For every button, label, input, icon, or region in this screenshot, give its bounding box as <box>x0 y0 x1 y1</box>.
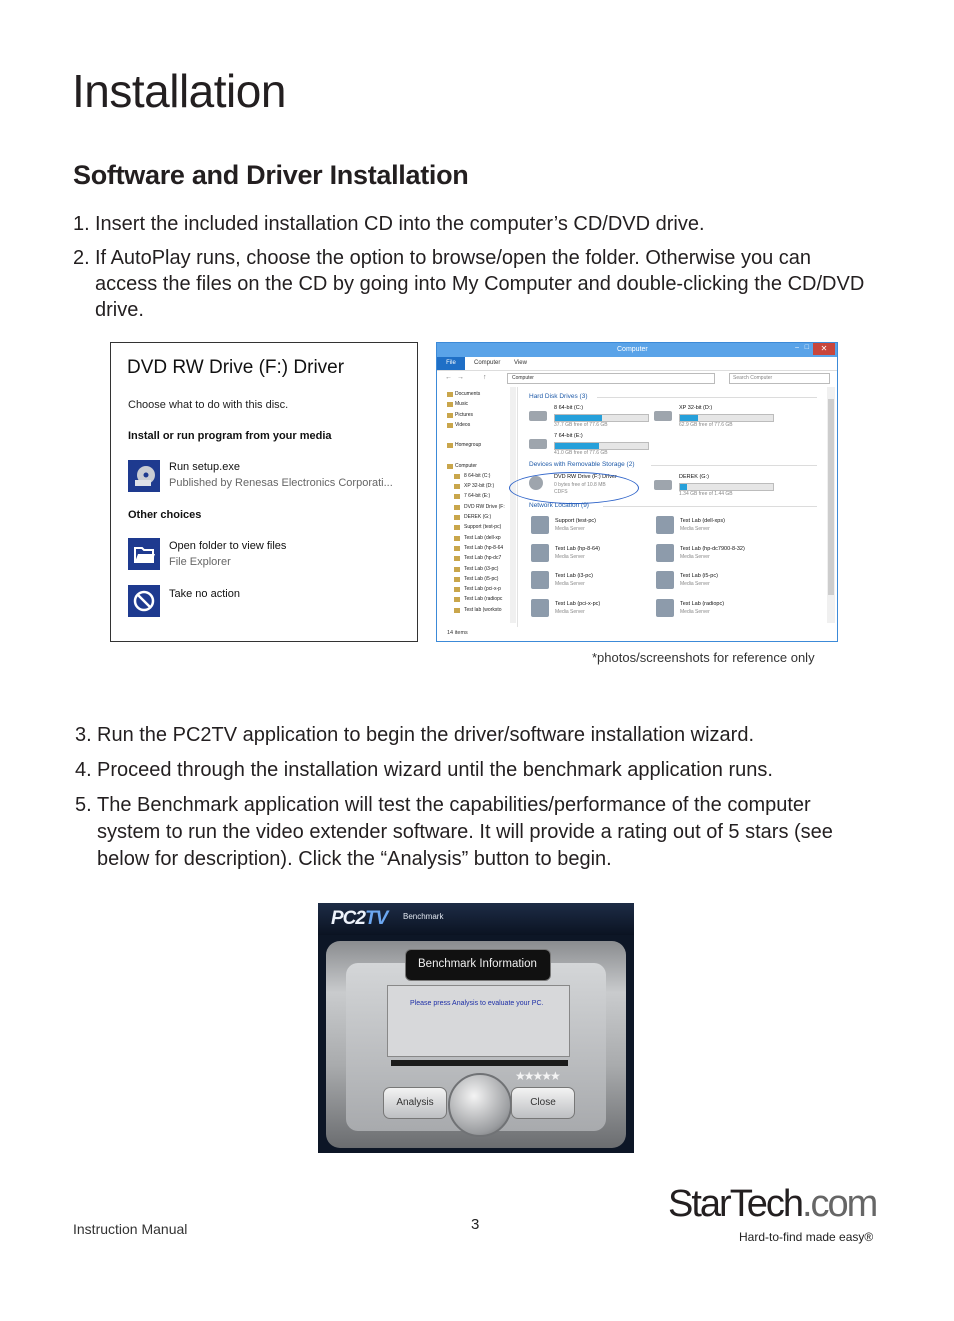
nav-item-icon <box>454 536 460 541</box>
drive-free: 37.7 GB free of 77.6 GB <box>554 422 608 428</box>
benchmark-header-bar <box>318 903 634 935</box>
nav-item[interactable]: Test Lab (i5-pc) <box>464 575 499 582</box>
network-location[interactable] <box>656 544 776 568</box>
drive-name: 8 64-bit (C:) <box>554 405 584 411</box>
network-name: Support (test-pc) <box>555 518 596 524</box>
network-name: Test Lab (dell-xps) <box>680 518 725 524</box>
nav-item-icon <box>447 423 453 428</box>
network-location[interactable] <box>656 571 776 595</box>
network-location[interactable] <box>656 599 776 623</box>
nav-item[interactable]: Documents <box>455 391 481 397</box>
network-name: Test Lab (hp-8-64) <box>555 545 600 552</box>
drive-free: 62.9 GB free of 77.6 GB <box>679 422 733 428</box>
capacity-fill <box>680 484 687 490</box>
benchmark-info-heading: Benchmark Information <box>405 949 551 981</box>
step-text: Proceed through the installation wizard until the benchmark application runs. <box>97 759 773 781</box>
benchmark-message: Please press Analysis to evaluate your PC. <box>410 1000 544 1007</box>
group-divider <box>597 397 817 398</box>
search-input[interactable]: Search Computer <box>729 373 830 384</box>
tab-computer[interactable]: Computer <box>474 360 501 366</box>
nav-item[interactable]: Test Lab (i3-pc) <box>464 565 499 572</box>
nav-item[interactable]: Test Lab (pci-x-p <box>464 586 501 593</box>
pc2tv-logo: PC2TV <box>331 908 388 929</box>
address-bar[interactable]: Computer <box>507 373 715 384</box>
group-hard-disk[interactable]: Hard Disk Drives (3) <box>529 393 588 400</box>
step-text: If AutoPlay runs, choose the option to browse/open the folder. Otherwise you can access the files on the CD by going into My Computer and double-clicking the CD/DVD drive. <box>95 247 865 321</box>
drive-icon <box>529 411 547 421</box>
group-network[interactable]: Network Location (9) <box>529 502 589 509</box>
network-location[interactable] <box>531 516 651 540</box>
step-1 <box>73 211 873 237</box>
autoplay-dialog <box>110 342 418 642</box>
folder-icon <box>128 538 160 570</box>
network-type: Media Server <box>555 608 585 615</box>
analysis-button[interactable]: Analysis <box>383 1087 447 1119</box>
close-icon[interactable]: ✕ <box>813 343 835 355</box>
drive-free: 0 bytes free of 10.8 MB <box>554 482 606 488</box>
capacity-fill <box>555 415 602 421</box>
network-type: Media Server <box>555 553 585 560</box>
autoplay-title: DVD RW Drive (F:) Driver <box>127 357 345 378</box>
dvd-highlight-circle <box>509 472 639 504</box>
network-name: Test Lab (i5-pc) <box>680 573 718 579</box>
capacity-bar <box>554 442 649 450</box>
drive-name: DVD RW Drive (F:) Driver <box>554 474 617 480</box>
nav-item[interactable]: Pictures <box>455 411 474 418</box>
network-type: Media Server <box>555 526 585 532</box>
forward-icon[interactable]: → <box>457 374 464 381</box>
nav-item[interactable]: Test Lab (hp-dc7 <box>464 555 502 562</box>
capacity-bar <box>679 414 774 422</box>
server-icon <box>531 571 549 589</box>
drive-name: 7 64-bit (E:) <box>554 433 583 439</box>
network-name: Test Lab (pci-x-pc) <box>555 600 601 607</box>
network-type: Media Server <box>680 553 710 560</box>
server-icon <box>656 516 674 534</box>
drive-g[interactable] <box>654 474 774 500</box>
publisher-text: Published by Renesas Electronics Corporati... <box>169 477 393 489</box>
page-number: 3 <box>471 1216 480 1233</box>
step-text: Run the PC2TV application to begin the driver/software installation wizard. <box>97 724 755 746</box>
scrollbar-thumb[interactable] <box>828 399 834 595</box>
other-choices-heading: Other choices <box>128 509 202 521</box>
drive-name: XP 32-bit (D:) <box>679 405 713 411</box>
logo-tagline: Hard-to-find made easy® <box>739 1230 874 1244</box>
network-type: Media Server <box>555 581 585 587</box>
progress-bar <box>391 1060 568 1066</box>
nav-item-icon <box>454 587 460 592</box>
tab-view[interactable]: View <box>514 360 527 366</box>
network-location[interactable] <box>531 544 651 568</box>
nav-item-icon <box>454 484 460 489</box>
nav-item[interactable]: Homegroup <box>455 442 482 449</box>
step-text: The Benchmark application will test the capabilities/performance of the computer system to run the video extender software. It will provide a rating out of 5 stars (see below for description). Click the “Analysis” button to begin. <box>97 794 833 870</box>
run-setup-option[interactable]: Run setup.exe <box>169 461 240 473</box>
reference-caption: *photos/screenshots for reference only <box>592 650 815 665</box>
nav-item-icon <box>454 577 460 582</box>
drive-free: 41.0 GB free of 77.6 GB <box>554 450 608 456</box>
network-type: Media Server <box>680 526 710 532</box>
minimize-icon[interactable]: – <box>795 344 799 351</box>
network-type: Media Server <box>680 608 710 615</box>
nav-item-icon <box>447 443 453 448</box>
nav-item[interactable]: XP 32-bit (D:) <box>464 483 495 490</box>
close-button[interactable]: Close <box>511 1087 575 1119</box>
network-location[interactable] <box>531 571 651 595</box>
status-bar: 14 items <box>447 630 468 636</box>
navigation-pane <box>437 387 513 625</box>
nav-item[interactable]: DEREK (G:) <box>464 514 492 520</box>
nav-item-icon <box>454 494 460 499</box>
network-name: Test Lab (i3-pc) <box>555 573 593 579</box>
server-icon <box>656 571 674 589</box>
nav-item[interactable]: Test Lab (hp-8-64 <box>464 544 504 551</box>
nav-item[interactable]: Test Lab (dell-xp <box>464 534 501 541</box>
drive-icon <box>529 439 547 449</box>
group-removable[interactable]: Devices with Removable Storage (2) <box>529 461 635 468</box>
no-action-icon <box>128 585 160 617</box>
nav-item[interactable]: Music <box>455 401 469 408</box>
nav-item-icon <box>454 505 460 510</box>
network-name: Test Lab (radiopc) <box>680 600 725 607</box>
step-3 <box>75 722 875 748</box>
nav-item[interactable]: Test lab (worksto <box>464 606 502 613</box>
nav-item-icon <box>447 402 453 407</box>
nav-item-icon <box>454 474 460 479</box>
nav-item-icon <box>454 546 460 551</box>
nav-item-icon <box>447 413 453 418</box>
page-title: Installation <box>72 65 286 117</box>
startech-logo: StarTech.com <box>668 1183 877 1225</box>
step-text: Insert the included installation CD into the computer’s CD/DVD drive. <box>95 213 705 235</box>
nav-item-icon <box>454 515 460 520</box>
take-no-action-option[interactable]: Take no action <box>169 588 240 600</box>
disc-setup-icon <box>128 460 160 492</box>
step-number: 2. <box>73 247 90 269</box>
nav-item[interactable]: DVD RW Drive (F: <box>464 503 505 510</box>
drive-e[interactable] <box>529 433 649 459</box>
drive-filesystem: CDFS <box>554 489 568 495</box>
open-folder-option[interactable]: Open folder to view files <box>169 540 287 552</box>
nav-scrollbar[interactable] <box>510 387 516 623</box>
nav-item-icon <box>454 597 460 602</box>
network-location[interactable] <box>656 516 776 540</box>
server-icon <box>531 544 549 562</box>
drive-d[interactable] <box>654 405 774 431</box>
benchmark-display <box>387 985 570 1057</box>
drive-icon <box>654 411 672 421</box>
star-rating: ★★★★★ <box>515 1069 559 1083</box>
nav-item-icon <box>447 464 453 469</box>
file-explorer-window <box>436 342 838 642</box>
nav-item-icon <box>447 392 453 397</box>
nav-item-icon <box>454 556 460 561</box>
nav-item[interactable]: 8 64-bit (C:) <box>464 472 491 479</box>
tab-file[interactable]: File <box>437 357 465 370</box>
maximize-icon[interactable]: □ <box>804 344 809 351</box>
step-5 <box>75 792 845 873</box>
section-title: Software and Driver Installation <box>73 160 469 190</box>
group-divider <box>651 465 817 466</box>
group-divider <box>603 506 817 507</box>
up-icon[interactable]: ↑ <box>483 374 487 381</box>
nav-item[interactable]: 7 64-bit (E:) <box>464 493 491 500</box>
network-name: Test Lab (hp-dc7900-8-32) <box>680 545 745 552</box>
install-heading: Install or run program from your media <box>128 430 332 442</box>
drive-free: 1.34 GB free of 1.44 GB <box>679 491 733 497</box>
nav-item[interactable]: Test Lab (radiopc <box>464 596 503 603</box>
capacity-bar <box>679 483 774 491</box>
back-icon[interactable]: ← <box>445 374 452 381</box>
benchmark-subtitle: Benchmark <box>403 912 444 921</box>
drive-icon <box>654 480 672 490</box>
nav-item-icon <box>454 567 460 572</box>
nav-item-icon <box>454 525 460 530</box>
server-icon <box>656 599 674 617</box>
ribbon <box>437 357 837 371</box>
nav-item[interactable]: Support (test-pc) <box>464 524 502 531</box>
step-number: 4. <box>75 759 92 781</box>
network-type: Media Server <box>680 581 710 587</box>
step-number: 5. <box>75 794 92 816</box>
capacity-fill <box>680 415 698 421</box>
step-number: 3. <box>75 724 92 746</box>
center-knob <box>448 1073 512 1137</box>
file-explorer-label: File Explorer <box>169 556 231 568</box>
nav-item[interactable]: Videos <box>455 421 471 428</box>
server-icon <box>531 599 549 617</box>
window-title: Computer <box>617 346 648 353</box>
network-location[interactable] <box>531 599 651 623</box>
footer-manual: Instruction Manual <box>73 1221 188 1237</box>
autoplay-prompt: Choose what to do with this disc. <box>128 399 289 411</box>
capacity-bar <box>554 414 649 422</box>
step-2 <box>73 245 873 323</box>
pane-divider <box>517 387 518 627</box>
title-bar <box>437 343 837 357</box>
capacity-fill <box>555 443 599 449</box>
server-icon <box>531 516 549 534</box>
nav-item-icon <box>454 608 460 613</box>
drive-c[interactable] <box>529 405 649 431</box>
server-icon <box>656 544 674 562</box>
nav-item[interactable]: Computer <box>455 462 477 469</box>
benchmark-window <box>318 903 634 1153</box>
step-4 <box>75 757 875 783</box>
drive-name: DEREK (G:) <box>679 474 709 480</box>
step-number: 1. <box>73 213 90 235</box>
